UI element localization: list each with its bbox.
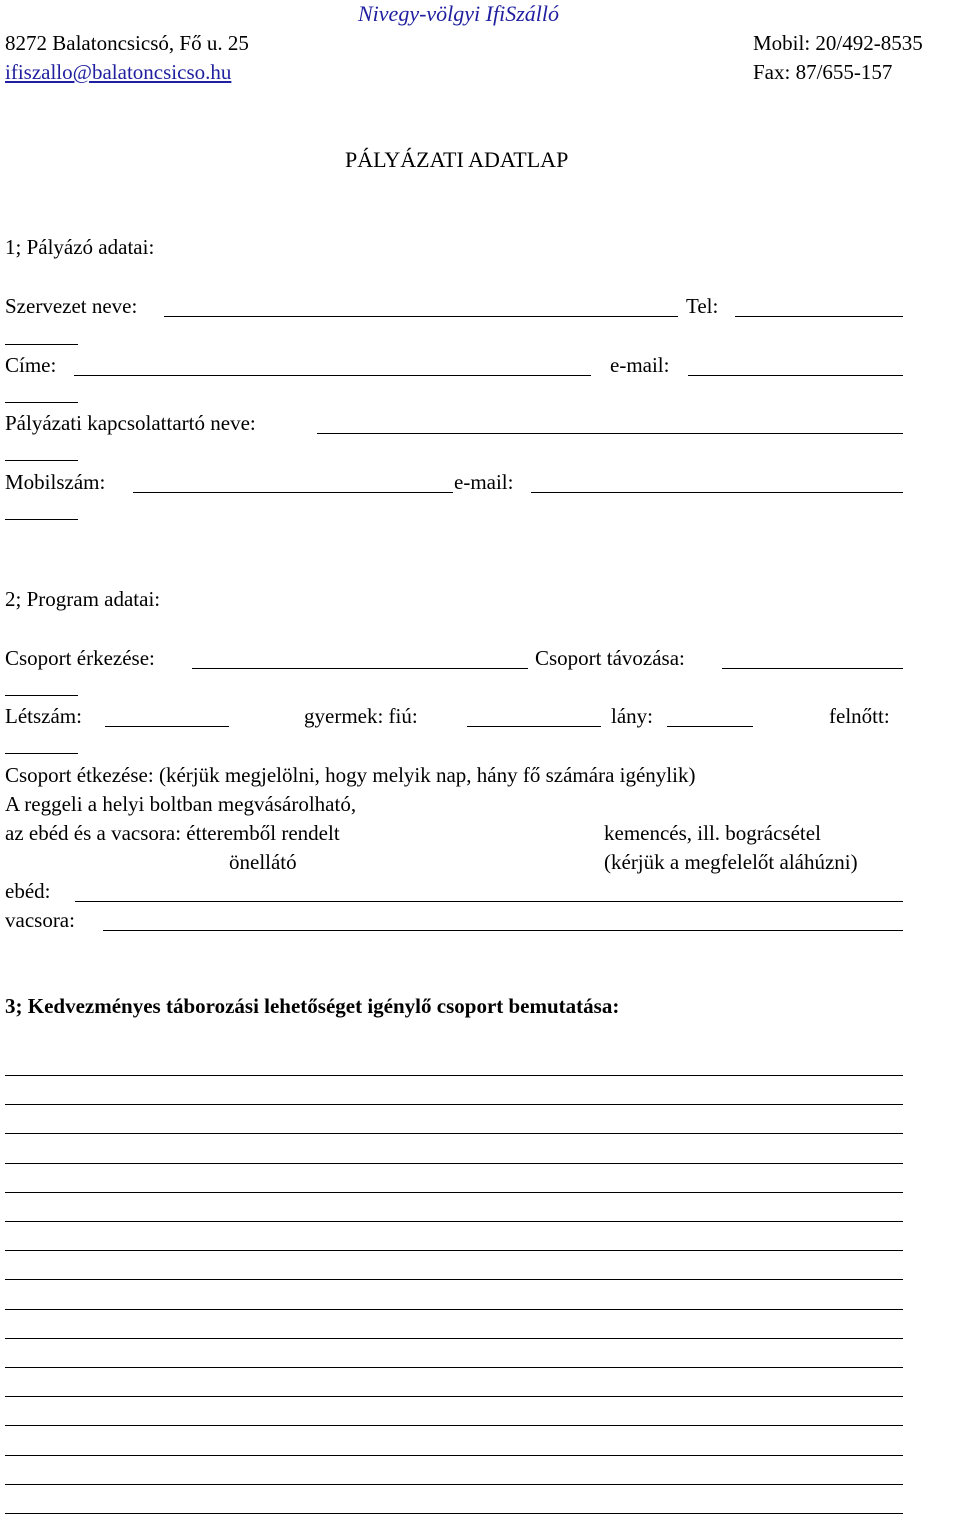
description-line[interactable]: [5, 1279, 903, 1280]
description-line[interactable]: [5, 1221, 903, 1222]
contact-email-label: e-mail:: [454, 470, 514, 494]
meals-instruction: Csoport étkezése: (kérjük megjelölni, hogy melyik nap, hány fő számára igénylik): [5, 763, 696, 787]
child-boy-field[interactable]: [467, 726, 601, 727]
contact-name-label: Pályázati kapcsolattartó neve:: [5, 411, 256, 435]
section1-heading: 1; Pályázó adatai:: [5, 235, 155, 259]
meal-option-restaurant[interactable]: az ebéd és a vacsora: étteremből rendelt: [5, 821, 340, 845]
description-line[interactable]: [5, 1163, 903, 1164]
lunch-label: ebéd:: [5, 879, 51, 903]
email-label: e-mail:: [610, 353, 670, 377]
description-line[interactable]: [5, 1338, 903, 1339]
tel-label: Tel:: [686, 294, 719, 318]
arrival-field[interactable]: [192, 668, 528, 669]
org-email-link[interactable]: ifiszallo@balatoncsicso.hu: [5, 60, 232, 84]
section2-heading: 2; Program adatai:: [5, 587, 161, 611]
adult-field[interactable]: [5, 753, 78, 754]
underline-instruction: (kérjük a megfelelőt aláhúzni): [604, 850, 858, 874]
contact-name-field[interactable]: [317, 433, 903, 434]
girl-field[interactable]: [667, 726, 753, 727]
page-title: PÁLYÁZATI ADATLAP: [345, 147, 569, 172]
email-field-continued[interactable]: [5, 402, 78, 403]
description-line[interactable]: [5, 1104, 903, 1105]
description-line[interactable]: [5, 1133, 903, 1134]
address-label: Címe:: [5, 353, 57, 377]
org-mobile: Mobil: 20/492-8535: [753, 31, 923, 55]
mobile-field[interactable]: [133, 492, 453, 493]
tel-field-continued[interactable]: [5, 344, 78, 345]
meal-option-oven[interactable]: kemencés, ill. bográcsétel: [604, 821, 821, 845]
contact-email-field[interactable]: [531, 492, 903, 493]
departure-field-continued[interactable]: [5, 695, 78, 696]
org-address: 8272 Balatoncsicsó, Fő u. 25: [5, 31, 249, 55]
departure-label: Csoport távozása:: [535, 646, 685, 670]
contact-email-field-continued[interactable]: [5, 519, 78, 520]
section3-heading: 3; Kedvezményes táborozási lehetőséget igénylő csoport bemutatása:: [5, 994, 620, 1018]
email-field[interactable]: [688, 375, 903, 376]
description-line[interactable]: [5, 1075, 903, 1076]
description-line[interactable]: [5, 1455, 903, 1456]
description-line[interactable]: [5, 1513, 903, 1514]
arrival-label: Csoport érkezése:: [5, 646, 155, 670]
org-fax: Fax: 87/655-157: [753, 60, 893, 84]
lunch-field[interactable]: [75, 901, 903, 902]
dinner-label: vacsora:: [5, 908, 75, 932]
org-name-label: Szervezet neve:: [5, 294, 138, 318]
breakfast-note: A reggeli a helyi boltban megvásárolható,: [5, 792, 357, 816]
description-line[interactable]: [5, 1484, 903, 1485]
headcount-field[interactable]: [105, 726, 229, 727]
headcount-label: Létszám:: [5, 704, 82, 728]
girl-label: lány:: [611, 704, 653, 728]
mobile-label: Mobilszám:: [5, 470, 106, 494]
org-name: Nivegy-völgyi IfiSzálló: [358, 1, 559, 26]
contact-name-field-continued[interactable]: [5, 460, 78, 461]
adult-label: felnőtt:: [829, 704, 890, 728]
description-line[interactable]: [5, 1192, 903, 1193]
description-line[interactable]: [5, 1396, 903, 1397]
tel-field[interactable]: [735, 316, 903, 317]
departure-field[interactable]: [722, 668, 903, 669]
meal-option-self-catering[interactable]: önellátó: [229, 850, 297, 874]
dinner-field[interactable]: [103, 930, 903, 931]
description-line[interactable]: [5, 1367, 903, 1368]
description-line[interactable]: [5, 1250, 903, 1251]
description-line[interactable]: [5, 1309, 903, 1310]
description-line[interactable]: [5, 1425, 903, 1426]
address-field[interactable]: [74, 375, 591, 376]
child-boy-label: gyermek: fiú:: [304, 704, 418, 728]
org-name-field[interactable]: [164, 316, 678, 317]
